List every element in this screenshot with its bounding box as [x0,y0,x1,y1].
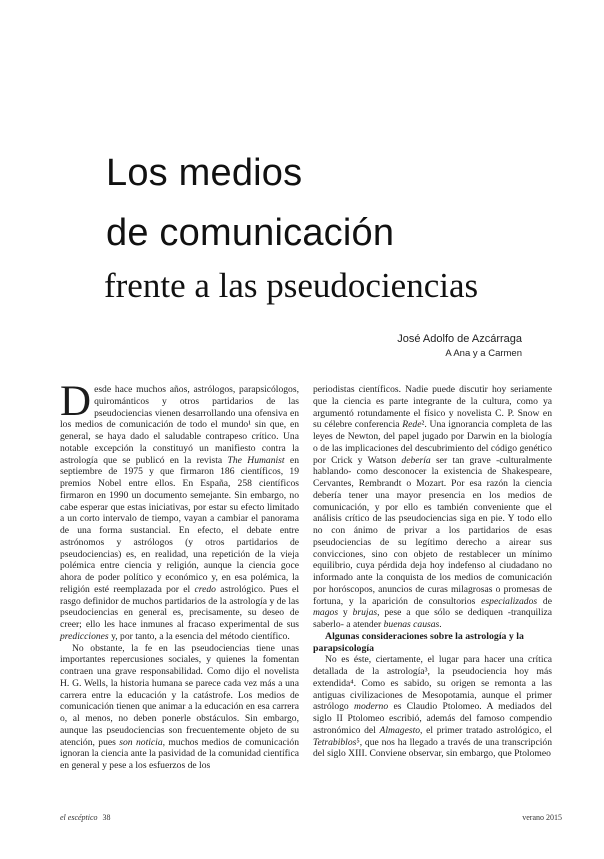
paragraph: No es éste, ciertamente, el lugar para hacer una crítica detallada de la astrología³, la pseudociencia hoy más extendida⁴. Como es sabido, su origen se remonta a las antiguas civilizaciones de Mesopotamia, aunque el primer astrólogo moderno es Claudio Ptolomeo. A mediados del siglo II Ptolomeo escribió, además del famoso compendio astronómico del Almagesto, el primer tratado astrológico, el Tetrabiblos⁵, que nos ha llegado a través de una transcripción del siglo XIII. Conviene observar, sin embargo, que Ptolomeo [313,654,552,760]
article-subtitle: frente a las pseudociencias [104,266,479,305]
section-heading: Algunas consideraciones sobre la astrología y la parapsicología [313,630,524,654]
paragraph: No obstante, la fe en las pseudociencias tiene unas importantes repercusiones sociales, y quienes la fomentan contraen una grave responsabilidad. Como dijo el novelista H. G. Wells, la historia humana se parece cada vez más a una carrera entre la educación y la catástrofe. Los medios de comunicación tienen que animar a la educación en esa carrera o, al menos, no deben ponerle obstáculos. Sin embargo, aunque las pseudociencias son frecuentemente objeto de su atención, pues son noticia, muchos medios de comunicación ignoran la ciencia ante la pasividad de la comunidad científica en general y pese a los esfuerzos de los [60,642,300,771]
footer-magazine [60,813,111,822]
drop-cap: D [60,378,92,425]
footer-issue: verano 2015 [522,813,562,822]
paragraph: Desde hace muchos años, astrólogos, parapsicólogos, quirománticos y otros partidarios de las pseudociencias vienen desarrollando una ofensiva en los medios de comunicación de todo el mundo¹ sin que, en general, se haya dado el saludable contrapeso crítico. Una notable excepción la constituyó un manifiesto contra la astrología que se publicó en la revista The Humanist en septiembre de 1975 y que firmaron 186 científicos, 19 premios Nobel entre ellos. En España, 258 científicos firmaron en 1990 un documento semejante. Sin embargo, no cabe esperar que estas iniciativas, por estar su efecto limitado a un corto intervalo de tiempo, vayan a cambiar el panorama de una forma sustancial. En efecto, el debate entre astrónomos y astrólogos (y otros partidarios de pseudociencias) es, en realidad, una repetición de la vieja polémica entre ciencia y religión, aunque la ciencia goce ahora de poder político y económico y, en esa polémica, la religión esté reemplazada por el credo astrológico. Pues el rasgo definidor de muchos partidarios de la astrología y de las pseudociencias en general es, precisamente, su deseo de creer; ello les hace inmunes al fracaso experimental de sus predicciones y, por tanto, a la esencia del método científico. [60,378,299,642]
paragraph: periodistas científicos. Nadie puede discutir hoy seriamente que la ciencia es parte integrante de la cultura, como ya argumentó rotundamente el físico y novelista C. P. Snow en su célebre conferencia Rede². Una ignorancia completa de las leyes de Newton, del papel jugado por Darwin en la biología o de las implicaciones del descubrimiento del código genético por Crick y Watson debería ser tan grave -culturalmente hablando- como desconocer la existencia de Shakespeare, Cervantes, Rembrandt o Mozart. Por esa razón la ciencia debería tener una mayor presencia en los medios de comunicación, y por ello es también conveniente que el análisis crítico de las pseudociencias siga en pie. Y todo ello no con ánimo de privar a los partidarios de esas pseudociencias de su legítimo derecho a airear sus convicciones, sino con objeto de restablecer un mínimo equilibrio, cuya pérdida deja hoy indefenso al ciudadano no informado ante la conquista de los medios de comunicación por horóscopos, anuncios de curas milagrosas o promesas de fortuna, y la aparición de consultorios especializados de magos y brujas, pese a que sólo se dediquen -tranquiliza saberlo- a atender buenas causas. [313,384,553,630]
article-title-line-1: Los medios [106,152,303,194]
right-column [313,384,552,760]
magazine-name: el escéptico [60,813,98,822]
page-number: 38 [102,813,111,822]
article-title-line-2: de comunicación [106,212,395,254]
dedication: A Ana y a Carmen [445,348,522,359]
author-name: José Adolfo de Azcárraga [397,333,522,345]
left-column [60,378,300,772]
